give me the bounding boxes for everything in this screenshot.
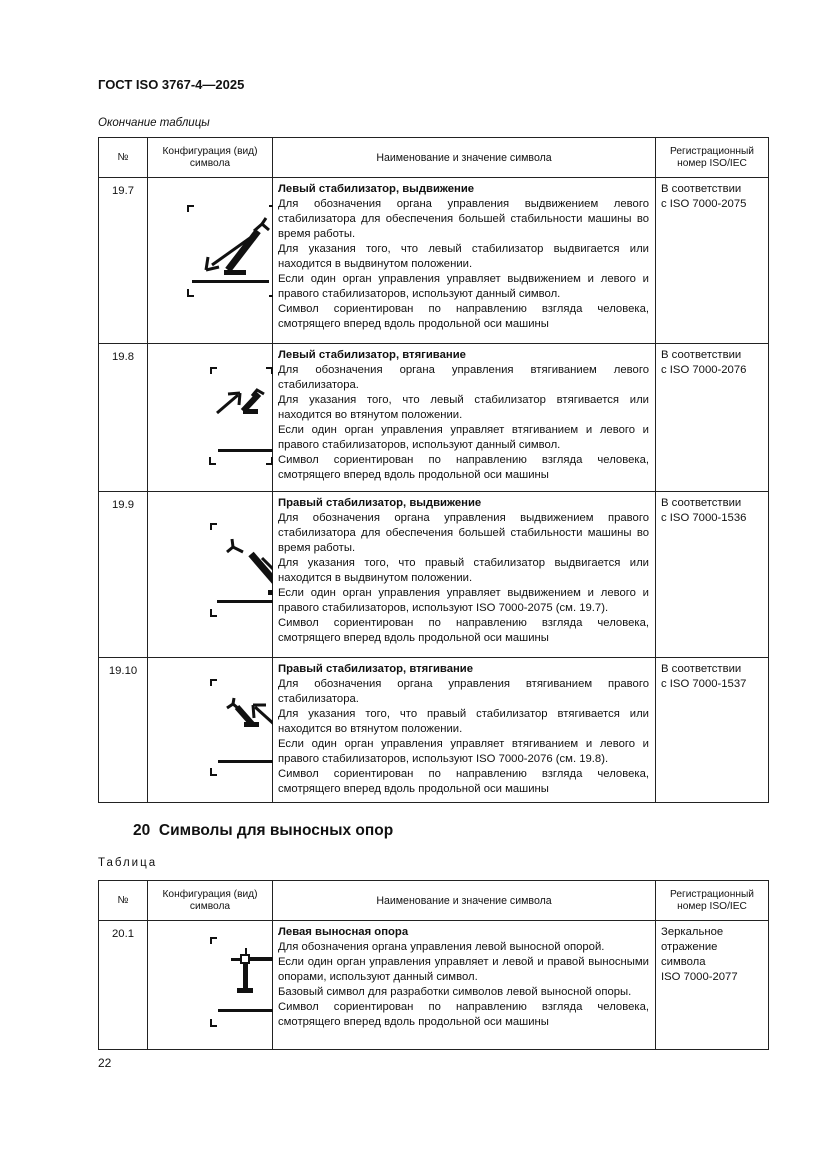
registration-line: отражение [661,941,718,953]
registration-line: Зеркальное [661,926,724,938]
description-paragraph: Для обозначения органа управления втягиванием правого стабилизатора. [278,678,649,705]
col-header-description: Наименование и значение символа [273,881,656,921]
description-paragraph: Символ сориентирован по направлению взгляда человека, смотрящего вперед вдоль продольной оси машины [278,454,649,481]
col-header-symbol: Конфигурация (вид) символа [148,138,273,178]
table-header-row [99,138,769,178]
symbols-table-continued [98,137,769,803]
symbol-name: Левый стабилизатор, выдвижение [278,183,475,195]
description-paragraph: Если один орган управления управляет втягиванием и левого и правого стабилизаторов, используют данный символ. [278,424,649,451]
registration-line: В соответствии [661,497,742,509]
page-number: 22 [98,1056,112,1070]
row-number: 20.1 [99,921,148,1050]
table-row [99,178,769,344]
section-title [133,822,393,840]
registration-line: ISO 7000-2077 [661,971,738,983]
registration-line: В соответствии [661,183,742,195]
symbol-name: Левая выносная опора [278,926,409,938]
description-paragraph: Символ сориентирован по направлению взгляда человека, смотрящего вперед вдоль продольной оси машины [278,617,649,644]
left-stabilizer-retract-icon [148,344,273,491]
description-paragraph: Символ сориентирован по направлению взгляда человека, смотрящего вперед вдоль продольной оси машины [278,1001,649,1028]
col-header-number: № [99,138,148,178]
outrigger-symbols-table [98,880,769,1050]
description-paragraph: Для обозначения органа управления выдвижением левого стабилизатора для обеспечения большей стабильности машины во время работы. [278,198,649,240]
registration-line: В соответствии [661,663,742,675]
symbol-name: Правый стабилизатор, выдвижение [278,497,482,509]
col-header-symbol: Конфигурация (вид) символа [148,881,273,921]
symbol-name: Левый стабилизатор, втягивание [278,349,466,361]
description-paragraph: Для обозначения органа управления выдвижением правого стабилизатора для обеспечения большей стабильности машины во время работы. [278,512,649,554]
registration-line: символа [661,956,706,968]
row-number: 19.7 [99,178,148,344]
row-number: 19.8 [99,344,148,492]
description-paragraph: Если один орган управления управляет выдвижением и левого и правого стабилизаторов, используют данный символ. [278,273,649,300]
symbol-name: Правый стабилизатор, втягивание [278,663,474,675]
col-header-number: № [99,881,148,921]
registration-line: с ISO 7000-1537 [661,678,747,690]
table-row [99,658,769,803]
col-header-registration: Регистрационный номер ISO/IEC [656,881,769,921]
table-row [99,492,769,658]
table-row [99,921,769,1050]
description-paragraph: Для обозначения органа управления левой выносной опорой. [278,941,605,953]
description-paragraph: Для указания того, что левый стабилизатор втягивается или находится во втянутом положении. [278,394,649,421]
section-title-text: Символы для выносных опор [158,822,394,839]
left-stabilizer-extend-icon [148,178,273,343]
description-paragraph: Базовый символ для разработки символов левой выносной опоры. [278,986,632,998]
table-label: Таблица [98,857,158,869]
description-paragraph: Символ сориентирован по направлению взгляда человека, смотрящего вперед вдоль продольной оси машины [278,768,649,795]
section-number: 20 [133,822,151,839]
document-header: ГОСТ ISO 3767-4—2025 [98,77,245,92]
row-number: 19.10 [99,658,148,803]
description-paragraph: Для указания того, что левый стабилизатор выдвигается или находится в выдвинутом положении. [278,243,649,270]
registration-line: с ISO 7000-2075 [661,198,747,210]
description-paragraph: Для указания того, что правый стабилизатор выдвигается или находится в выдвинутом положении. [278,557,649,584]
right-stabilizer-extend-icon [148,492,273,657]
col-header-description: Наименование и значение символа [273,138,656,178]
description-paragraph: Если один орган управления управляет втягиванием и левого и правого стабилизаторов, используют ISO 7000-2076 (см. 19.8). [278,738,649,765]
table-continuation-caption: Окончание таблицы [98,117,210,129]
registration-line: В соответствии [661,349,742,361]
right-stabilizer-retract-icon [148,658,273,802]
row-number: 19.9 [99,492,148,658]
registration-line: с ISO 7000-1536 [661,512,747,524]
description-paragraph: Символ сориентирован по направлению взгляда человека, смотрящего вперед вдоль продольной оси машины [278,303,649,330]
table-row [99,344,769,492]
registration-line: с ISO 7000-2076 [661,364,747,376]
left-outrigger-icon [148,921,273,1049]
col-header-registration: Регистрационный номер ISO/IEC [656,138,769,178]
table-header-row [99,881,769,921]
description-paragraph: Для указания того, что правый стабилизатор втягивается или находится во втянутом положении. [278,708,649,735]
description-paragraph: Если один орган управления управляет и левой и правой выносными опорами, используют данный символ. [278,956,649,983]
description-paragraph: Для обозначения органа управления втягиванием левого стабилизатора. [278,364,649,391]
description-paragraph: Если один орган управления управляет выдвижением и левого и правого стабилизаторов, используют ISO 7000-2075 (см. 19.7). [278,587,649,614]
